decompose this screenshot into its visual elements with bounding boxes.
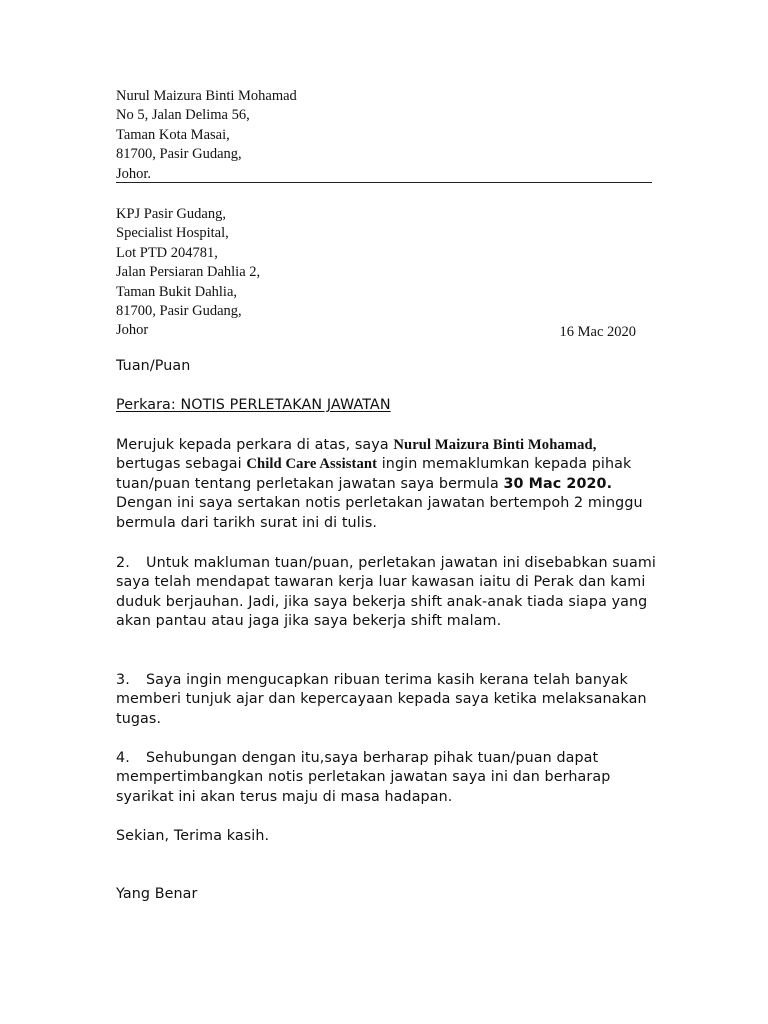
paragraph-1-text: Merujuk kepada perkara di atas, saya <box>116 437 394 453</box>
sender-address-block <box>116 87 652 184</box>
paragraph-1-text: bertugas sebagai <box>116 456 247 473</box>
paragraph-number: 4. <box>116 750 130 766</box>
subject-line: Perkara: NOTIS PERLETAKAN JAWATAN <box>116 397 391 413</box>
paragraph-2-text: Untuk makluman tuan/puan, perletakan jawatan ini disebabkan suami saya telah mendapat tawaran kerja luar kawasan iaitu di Perak dan kami duduk berjauhan. Jadi, jika saya bekerja shift anak-anak tiada siapa yang akan pantau atau jaga jika saya bekerja shift malam. <box>116 555 656 630</box>
sender-address-line: Johor. <box>116 165 152 182</box>
resignation-start-date: 30 Mac 2020. <box>503 475 613 492</box>
sender-name: Nurul Maizura Binti Mohamad <box>116 88 297 104</box>
paragraph-1 <box>116 436 656 533</box>
paragraph-2 <box>116 554 656 632</box>
sender-address-line: No 5, Jalan Delima 56, <box>116 107 250 124</box>
paragraph-4 <box>116 749 656 807</box>
header-divider <box>116 182 652 183</box>
recipient-line: 81700, Pasir Gudang, <box>116 302 242 319</box>
paragraph-1-text: ingin memaklumkan kepada pihak tuan/puan tentang perletakan jawatan saya bermula <box>116 456 632 492</box>
recipient-line: Jalan Persiaran Dahlia 2, <box>116 264 261 281</box>
recipient-line: Johor <box>116 322 149 339</box>
recipient-line: Lot PTD 204781, <box>116 244 218 261</box>
paragraph-3-text: Saya ingin mengucapkan ribuan terima kasih kerana telah banyak memberi tunjuk ajar dan kepercayaan kepada saya ketika melaksanakan tugas. <box>116 672 647 727</box>
letter-date: 16 Mac 2020 <box>559 323 636 340</box>
employee-name: Nurul Maizura Binti Mohamad, <box>393 437 597 453</box>
closing-line: Sekian, Terima kasih. <box>116 828 270 844</box>
paragraph-number: 2. <box>116 555 130 571</box>
signoff: Yang Benar <box>116 886 198 902</box>
paragraph-3 <box>116 671 656 729</box>
sender-address-line: 81700, Pasir Gudang, <box>116 146 242 163</box>
salutation: Tuan/Puan <box>116 358 191 374</box>
sender-address-line: Taman Kota Masai, <box>116 126 230 143</box>
job-title: Child Care Assistant <box>246 456 378 473</box>
paragraph-1-text: Dengan ini saya sertakan notis perletakan jawatan bertempoh 2 minggu bermula dari tarikh surat ini di tulis. <box>116 495 643 531</box>
recipient-line: Specialist Hospital, <box>116 225 229 242</box>
paragraph-number: 3. <box>116 672 130 688</box>
recipient-address-block <box>116 205 636 341</box>
recipient-line: Taman Bukit Dahlia, <box>116 283 237 300</box>
recipient-line: KPJ Pasir Gudang, <box>116 206 226 222</box>
paragraph-4-text: Sehubungan dengan itu,saya berharap pihak tuan/puan dapat mempertimbangkan notis perletakan jawatan saya ini dan berharap syarikat ini akan terus maju di masa hadapan. <box>116 750 611 805</box>
